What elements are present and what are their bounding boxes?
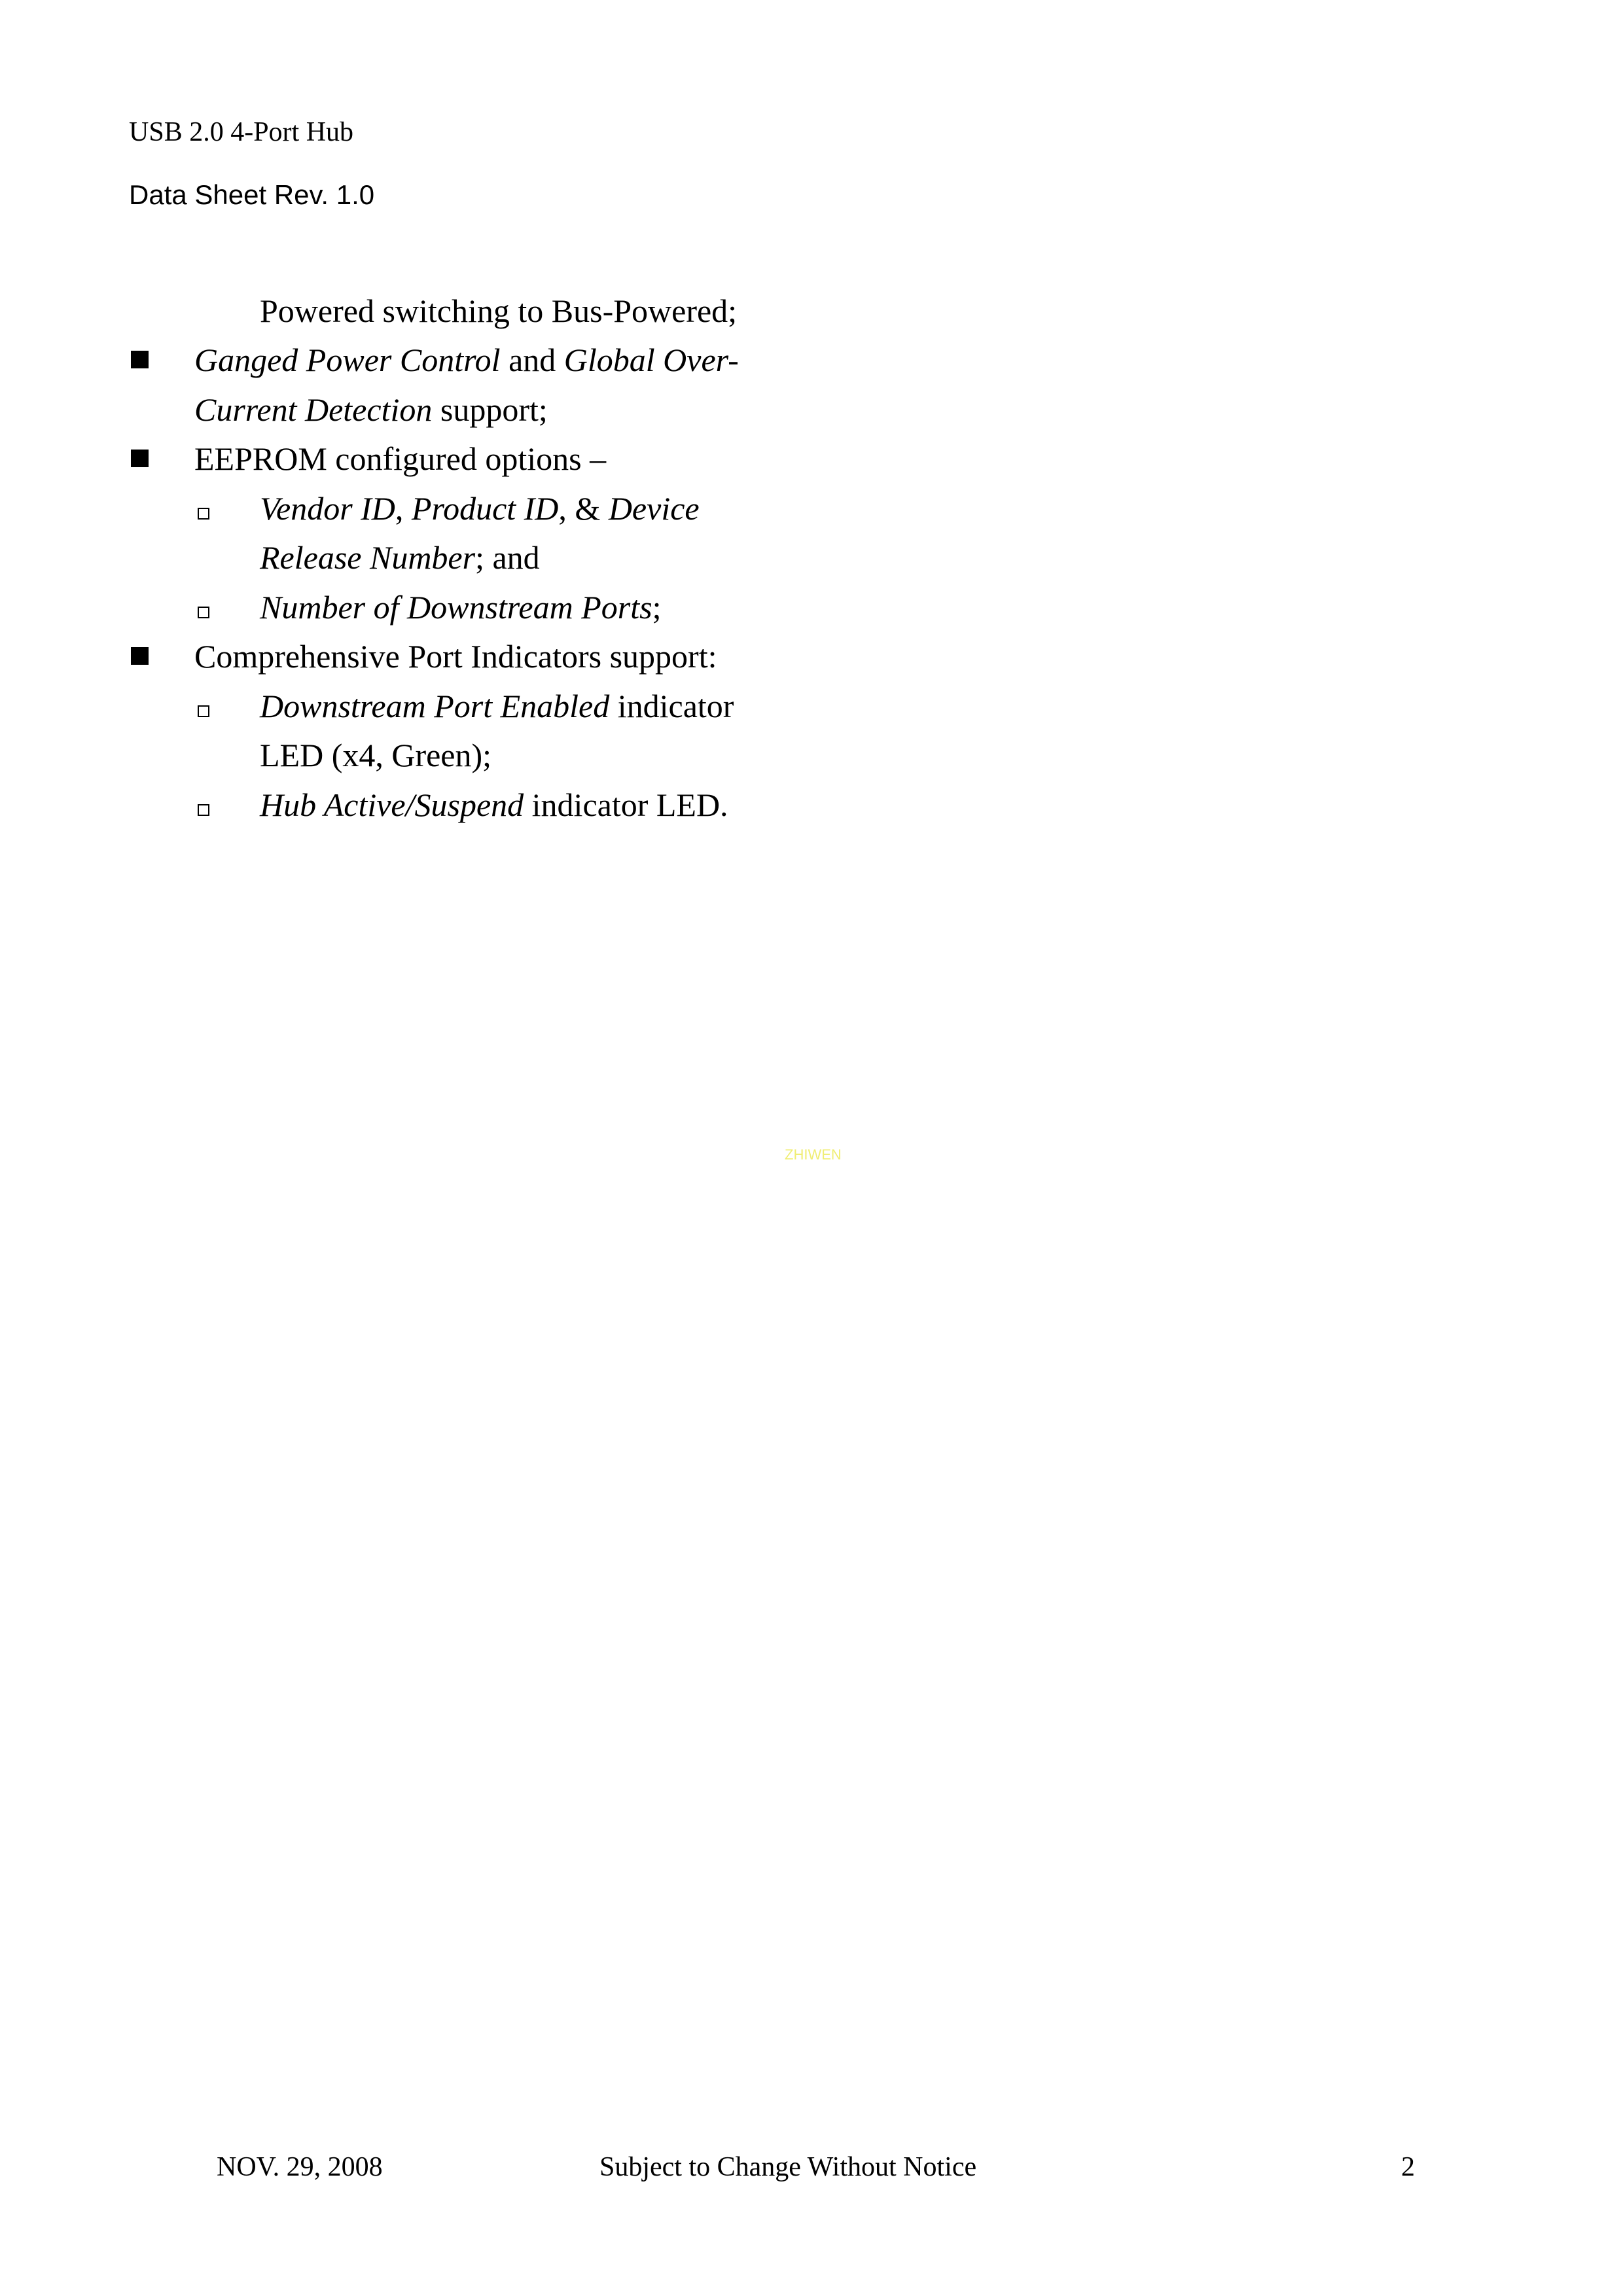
sub-enabled-line-1 xyxy=(260,686,734,726)
sub-ports-tail: ; xyxy=(652,589,662,626)
sub-enabled-line-2: LED (x4, Green); xyxy=(260,737,492,773)
sub-ids-sep-2: , & xyxy=(558,490,609,527)
hollow-square-bullet-icon xyxy=(198,804,209,816)
bullet-power-line-1 xyxy=(194,340,739,380)
ganged-power-term: Ganged Power Control xyxy=(194,342,501,378)
sub-active-tail: indicator LED. xyxy=(524,786,728,823)
header-subtitle: Data Sheet Rev. 1.0 xyxy=(129,179,375,210)
continuation-text: Powered switching to Bus-Powered; xyxy=(260,292,738,329)
vendor-id-term: Vendor ID xyxy=(260,490,395,527)
bullet-power-line-2 xyxy=(194,389,548,430)
sub-ids-line-1 xyxy=(260,488,700,529)
footer-notice: Subject to Change Without Notice xyxy=(599,2152,977,2182)
bullet-power-tail: support; xyxy=(432,391,548,428)
page-number: 2 xyxy=(1401,2152,1415,2182)
sub-ids-line-2 xyxy=(260,537,540,578)
downstream-ports-term: Number of Downstream Ports xyxy=(260,589,652,626)
hollow-square-bullet-icon xyxy=(198,508,209,520)
release-number-term: Release Number xyxy=(260,539,476,576)
sub-enabled-connector: indicator xyxy=(609,688,734,724)
square-bullet-icon xyxy=(131,450,149,467)
bullet-eeprom-text: EEPROM configured options – xyxy=(194,440,607,477)
hub-active-term: Hub Active/Suspend xyxy=(260,786,524,823)
bullet-power-connector: and xyxy=(500,342,564,378)
sub-ports-line xyxy=(260,587,661,627)
square-bullet-icon xyxy=(131,351,149,368)
sub-ids-tail: ; and xyxy=(475,539,540,576)
hollow-square-bullet-icon xyxy=(198,607,209,618)
sub-ids-sep-1: , xyxy=(395,490,412,527)
current-detection-term: Current Detection xyxy=(194,391,433,428)
watermark: ZHIWEN xyxy=(785,1146,842,1163)
global-over-term: Global Over- xyxy=(563,342,739,378)
product-id-term: Product ID xyxy=(411,490,559,527)
bullet-indicators-text: Comprehensive Port Indicators support: xyxy=(194,638,717,675)
device-term: Device xyxy=(608,490,700,527)
header-title: USB 2.0 4-Port Hub xyxy=(129,117,354,147)
sub-active-line xyxy=(260,785,728,825)
hollow-square-bullet-icon xyxy=(198,705,209,717)
footer-date: NOV. 29, 2008 xyxy=(217,2152,383,2182)
port-enabled-term: Downstream Port Enabled xyxy=(260,688,610,724)
square-bullet-icon xyxy=(131,647,149,665)
